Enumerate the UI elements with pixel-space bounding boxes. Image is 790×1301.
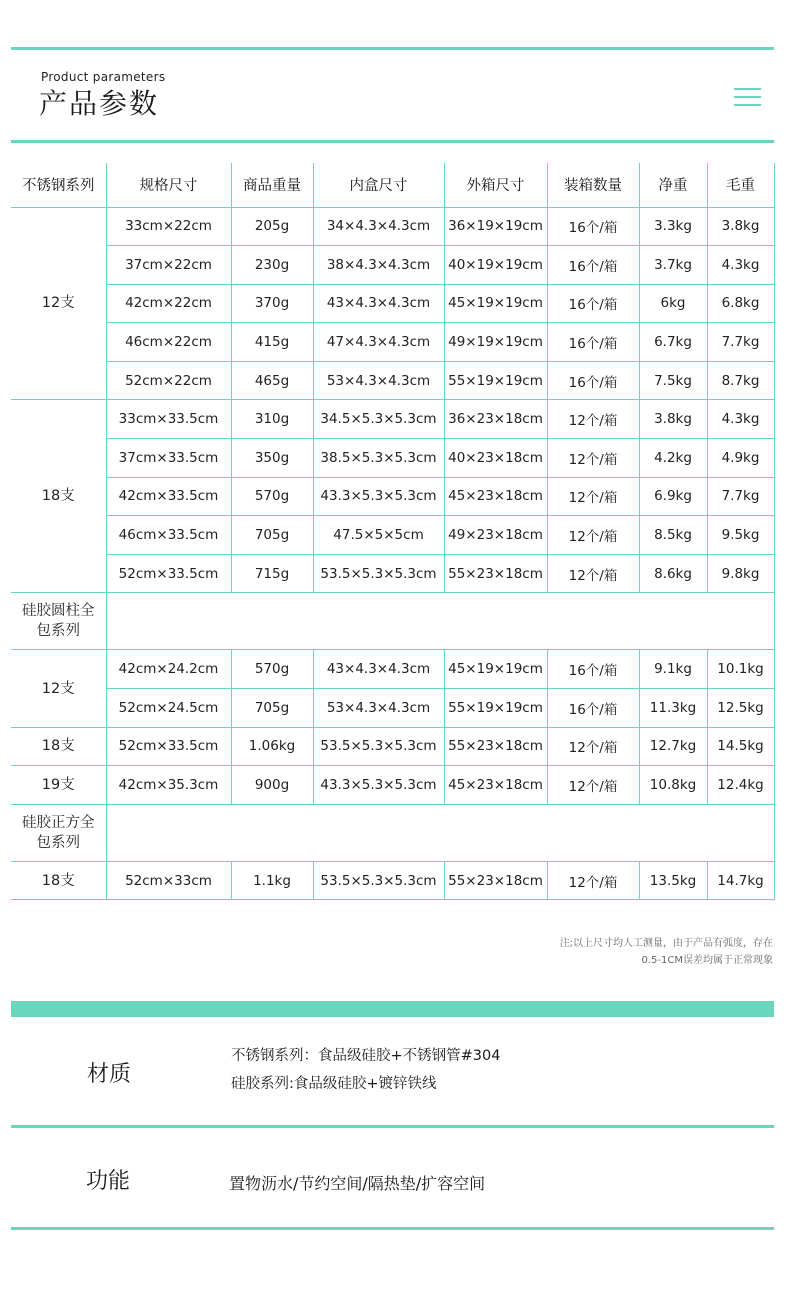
spec-size-cell: 42cm×35.3cm	[106, 766, 231, 805]
series-label	[11, 804, 106, 861]
item-weight-cell: 370g	[231, 284, 313, 323]
net-weight-cell: 4.2kg	[639, 439, 707, 478]
table-row	[11, 477, 774, 516]
item-weight-cell: 350g	[231, 439, 313, 478]
item-weight-cell: 205g	[231, 207, 313, 246]
table-row	[11, 361, 774, 400]
function-title: 功能	[86, 1169, 131, 1194]
gross-weight-cell: 7.7kg	[707, 323, 774, 362]
spec-size-cell: 52cm×33.5cm	[106, 727, 231, 766]
net-weight-cell: 6kg	[639, 284, 707, 323]
spec-size-cell: 33cm×33.5cm	[106, 400, 231, 439]
inner-box-size-cell: 34.5×5.3×5.3cm	[313, 400, 444, 439]
gross-weight-cell: 9.8kg	[707, 554, 774, 593]
pack-qty-cell: 12个/箱	[547, 439, 639, 478]
gross-weight-cell: 9.5kg	[707, 516, 774, 555]
net-weight-cell: 9.1kg	[639, 650, 707, 689]
bottom-divider	[11, 1227, 774, 1230]
series-row	[11, 593, 774, 650]
group-label: 18支	[11, 727, 106, 766]
item-weight-cell: 230g	[231, 246, 313, 285]
net-weight-cell: 3.7kg	[639, 246, 707, 285]
pack-qty-cell: 16个/箱	[547, 361, 639, 400]
outer-box-size-cell: 45×23×18cm	[444, 766, 547, 805]
inner-box-size-cell: 38.5×5.3×5.3cm	[313, 439, 444, 478]
series-label-line: 硅胶圆柱全	[22, 603, 95, 620]
pack-qty-cell: 16个/箱	[547, 246, 639, 285]
table-row	[11, 766, 774, 805]
table-row	[11, 689, 774, 728]
hamburger-menu-icon[interactable]	[734, 86, 761, 108]
net-weight-cell: 3.3kg	[639, 207, 707, 246]
series-empty-cell	[106, 804, 774, 861]
gross-weight-cell: 4.3kg	[707, 400, 774, 439]
inner-box-size-cell: 43.3×5.3×5.3cm	[313, 477, 444, 516]
item-weight-cell: 415g	[231, 323, 313, 362]
outer-box-size-cell: 49×19×19cm	[444, 323, 547, 362]
net-weight-cell: 12.7kg	[639, 727, 707, 766]
pack-qty-cell: 12个/箱	[547, 727, 639, 766]
gross-weight-cell: 7.7kg	[707, 477, 774, 516]
column-header: 商品重量	[231, 163, 313, 207]
inner-box-size-cell: 47.5×5×5cm	[313, 516, 444, 555]
item-weight-cell: 465g	[231, 361, 313, 400]
gross-weight-cell: 12.4kg	[707, 766, 774, 805]
column-header: 净重	[639, 163, 707, 207]
column-header: 规格尺寸	[106, 163, 231, 207]
pack-qty-cell: 12个/箱	[547, 477, 639, 516]
column-header: 内盒尺寸	[313, 163, 444, 207]
spec-size-cell: 46cm×22cm	[106, 323, 231, 362]
series-label-line: 硅胶正方全	[22, 814, 95, 831]
table-row	[11, 861, 774, 900]
item-weight-cell: 570g	[231, 477, 313, 516]
series-empty-cell	[106, 593, 774, 650]
inner-box-size-cell: 53.5×5.3×5.3cm	[313, 554, 444, 593]
inner-box-size-cell: 47×4.3×4.3cm	[313, 323, 444, 362]
table-header-row	[11, 163, 774, 207]
parameter-table	[11, 163, 775, 900]
series-label-line: 包系列	[36, 834, 80, 851]
section-divider	[11, 1125, 774, 1128]
material-silicone: 硅胶系列:食品级硅胶+镀锌铁线	[231, 1076, 437, 1092]
net-weight-cell: 6.9kg	[639, 477, 707, 516]
series-row	[11, 804, 774, 861]
item-weight-cell: 570g	[231, 650, 313, 689]
gross-weight-cell: 14.7kg	[707, 861, 774, 900]
outer-box-size-cell: 55×23×18cm	[444, 554, 547, 593]
outer-box-size-cell: 55×23×18cm	[444, 861, 547, 900]
spec-size-cell: 37cm×22cm	[106, 246, 231, 285]
spec-size-cell: 46cm×33.5cm	[106, 516, 231, 555]
group-label: 18支	[11, 400, 106, 593]
table-row	[11, 554, 774, 593]
menu-bar	[734, 88, 761, 90]
pack-qty-cell: 12个/箱	[547, 554, 639, 593]
net-weight-cell: 6.7kg	[639, 323, 707, 362]
outer-box-size-cell: 55×23×18cm	[444, 727, 547, 766]
outer-box-size-cell: 49×23×18cm	[444, 516, 547, 555]
pack-qty-cell: 16个/箱	[547, 323, 639, 362]
header-subtitle: Product parameters	[41, 70, 166, 84]
note-line: 注;以上尺寸均人工测量，由于产品有弧度，存在	[559, 938, 773, 949]
pack-qty-cell: 16个/箱	[547, 284, 639, 323]
teal-band	[11, 1001, 774, 1017]
group-label: 18支	[11, 861, 106, 900]
spec-size-cell: 33cm×22cm	[106, 207, 231, 246]
item-weight-cell: 1.1kg	[231, 861, 313, 900]
spec-size-cell: 42cm×24.2cm	[106, 650, 231, 689]
spec-size-cell: 52cm×33cm	[106, 861, 231, 900]
inner-box-size-cell: 53×4.3×4.3cm	[313, 361, 444, 400]
item-weight-cell: 310g	[231, 400, 313, 439]
table-row	[11, 284, 774, 323]
pack-qty-cell: 12个/箱	[547, 861, 639, 900]
spec-size-cell: 42cm×22cm	[106, 284, 231, 323]
table-row	[11, 400, 774, 439]
inner-box-size-cell: 38×4.3×4.3cm	[313, 246, 444, 285]
net-weight-cell: 13.5kg	[639, 861, 707, 900]
material-stainless: 不锈钢系列：食品级硅胶+不锈钢管#304	[231, 1048, 501, 1064]
column-header: 装箱数量	[547, 163, 639, 207]
inner-box-size-cell: 43×4.3×4.3cm	[313, 284, 444, 323]
group-label: 12支	[11, 650, 106, 727]
series-label-line: 包系列	[36, 623, 80, 640]
spec-size-cell: 37cm×33.5cm	[106, 439, 231, 478]
table-row	[11, 650, 774, 689]
pack-qty-cell: 12个/箱	[547, 400, 639, 439]
item-weight-cell: 900g	[231, 766, 313, 805]
outer-box-size-cell: 45×19×19cm	[444, 650, 547, 689]
outer-box-size-cell: 45×19×19cm	[444, 284, 547, 323]
table-row	[11, 246, 774, 285]
gross-weight-cell: 4.3kg	[707, 246, 774, 285]
function-text: 置物沥水/节约空间/隔热垫/扩容空间	[229, 1174, 486, 1193]
inner-box-size-cell: 53×4.3×4.3cm	[313, 689, 444, 728]
header-divider	[11, 140, 774, 143]
group-label: 12支	[11, 207, 106, 400]
menu-bar	[734, 104, 761, 106]
inner-box-size-cell: 43.3×5.3×5.3cm	[313, 766, 444, 805]
gross-weight-cell: 8.7kg	[707, 361, 774, 400]
series-label	[11, 593, 106, 650]
gross-weight-cell: 14.5kg	[707, 727, 774, 766]
pack-qty-cell: 12个/箱	[547, 766, 639, 805]
outer-box-size-cell: 55×19×19cm	[444, 361, 547, 400]
inner-box-size-cell: 43×4.3×4.3cm	[313, 650, 444, 689]
spec-size-cell: 52cm×24.5cm	[106, 689, 231, 728]
gross-weight-cell: 3.8kg	[707, 207, 774, 246]
top-divider	[11, 47, 774, 50]
table-row	[11, 323, 774, 362]
inner-box-size-cell: 34×4.3×4.3cm	[313, 207, 444, 246]
net-weight-cell: 7.5kg	[639, 361, 707, 400]
outer-box-size-cell: 40×23×18cm	[444, 439, 547, 478]
pack-qty-cell: 16个/箱	[547, 207, 639, 246]
gross-weight-cell: 4.9kg	[707, 439, 774, 478]
gross-weight-cell: 10.1kg	[707, 650, 774, 689]
inner-box-size-cell: 53.5×5.3×5.3cm	[313, 861, 444, 900]
spec-size-cell: 52cm×22cm	[106, 361, 231, 400]
outer-box-size-cell: 36×19×19cm	[444, 207, 547, 246]
net-weight-cell: 11.3kg	[639, 689, 707, 728]
pack-qty-cell: 12个/箱	[547, 516, 639, 555]
gross-weight-cell: 12.5kg	[707, 689, 774, 728]
material-title: 材质	[87, 1062, 132, 1087]
item-weight-cell: 705g	[231, 516, 313, 555]
measurement-note	[560, 935, 773, 969]
column-header: 不锈钢系列	[11, 163, 106, 207]
item-weight-cell: 1.06kg	[231, 727, 313, 766]
table-row	[11, 207, 774, 246]
column-header: 外箱尺寸	[444, 163, 547, 207]
column-header: 毛重	[707, 163, 774, 207]
menu-bar	[734, 96, 761, 98]
pack-qty-cell: 16个/箱	[547, 689, 639, 728]
net-weight-cell: 8.5kg	[639, 516, 707, 555]
net-weight-cell: 8.6kg	[639, 554, 707, 593]
group-label: 19支	[11, 766, 106, 805]
pack-qty-cell: 16个/箱	[547, 650, 639, 689]
outer-box-size-cell: 40×19×19cm	[444, 246, 547, 285]
spec-size-cell: 52cm×33.5cm	[106, 554, 231, 593]
gross-weight-cell: 6.8kg	[707, 284, 774, 323]
page-title: 产品参数	[39, 87, 160, 120]
inner-box-size-cell: 53.5×5.3×5.3cm	[313, 727, 444, 766]
spec-size-cell: 42cm×33.5cm	[106, 477, 231, 516]
table-row	[11, 439, 774, 478]
table-row	[11, 727, 774, 766]
table-row	[11, 516, 774, 555]
outer-box-size-cell: 36×23×18cm	[444, 400, 547, 439]
net-weight-cell: 3.8kg	[639, 400, 707, 439]
item-weight-cell: 705g	[231, 689, 313, 728]
outer-box-size-cell: 45×23×18cm	[444, 477, 547, 516]
item-weight-cell: 715g	[231, 554, 313, 593]
outer-box-size-cell: 55×19×19cm	[444, 689, 547, 728]
note-line: 0.5-1CM误差均属于正常现象	[641, 955, 773, 966]
net-weight-cell: 10.8kg	[639, 766, 707, 805]
